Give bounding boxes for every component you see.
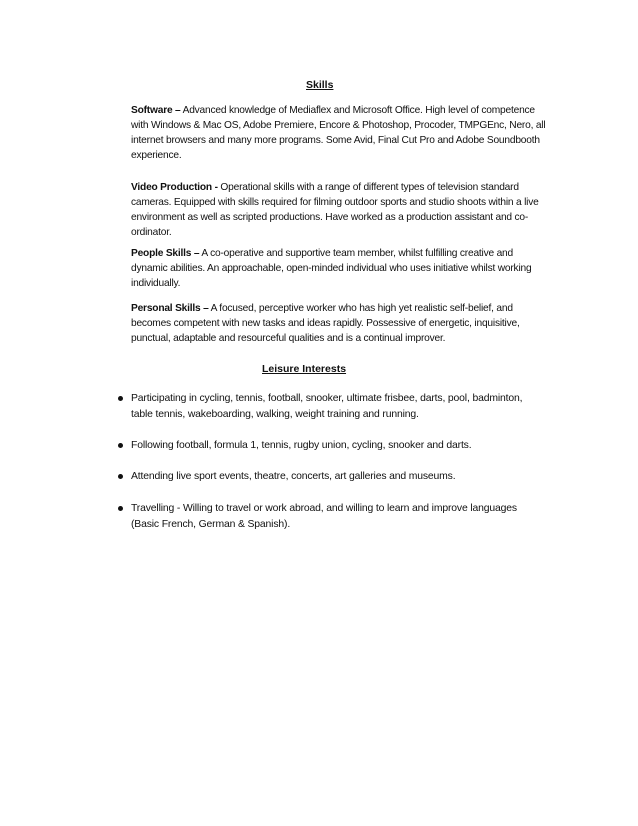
- leisure-heading: Leisure Interests: [262, 363, 347, 375]
- skill-software-lead: Software –: [131, 105, 181, 116]
- list-item: [131, 469, 541, 485]
- leisure-item-text: Following football, formula 1, tennis, rugby union, cycling, snooker and darts.: [131, 440, 472, 451]
- skill-video-production-lead: Video Production -: [131, 182, 218, 193]
- bullet-icon: [118, 443, 123, 448]
- leisure-item-text: Travelling - Willing to travel or work abroad, and willing to learn and improve languages (Basic French, German & Spanish).: [131, 503, 517, 530]
- bullet-icon: [118, 506, 123, 511]
- leisure-item-text: Attending live sport events, theatre, concerts, art galleries and museums.: [131, 471, 456, 482]
- list-item: [131, 438, 541, 454]
- skill-people-lead: People Skills –: [131, 248, 200, 259]
- list-item: [131, 391, 541, 422]
- skill-personal-lead: Personal Skills –: [131, 303, 209, 314]
- skill-people-text: A co-operative and supportive team member, whilst fulfilling creative and dynamic abilities. An approachable, open-minded individual who uses initiative whilst working individually.: [131, 248, 532, 289]
- skill-people: [131, 246, 549, 291]
- skill-video-production: [131, 180, 549, 240]
- skill-software: [131, 103, 549, 163]
- leisure-item-text: Participating in cycling, tennis, football, snooker, ultimate frisbee, darts, pool, badminton, table tennis, wakeboarding, walking, weight training and running.: [131, 393, 523, 420]
- skill-personal: [131, 301, 549, 346]
- skills-heading: Skills: [306, 79, 334, 91]
- bullet-icon: [118, 474, 123, 479]
- skill-software-text: Advanced knowledge of Mediaflex and Microsoft Office. High level of competence with Windows & Mac OS, Adobe Premiere, Encore & Photoshop, Procoder, TMPGEnc, Nero, all internet browsers and many more programs. Some Avid, Final Cut Pro and Adobe Soundbooth experience.: [131, 105, 546, 161]
- skill-personal-text: A focused, perceptive worker who has high yet realistic self-belief, and becomes competent with new tasks and ideas rapidly. Possessive of energetic, inquisitive, punctual, adaptable and resourceful qualities and is a continual improver.: [131, 303, 520, 344]
- list-item: [131, 501, 541, 532]
- bullet-icon: [118, 396, 123, 401]
- skill-video-production-text: Operational skills with a range of different types of television standard cameras. Equipped with skills required for filming outdoor sports and studio shoots within a live environment as well as scripted productions. Have worked as a production assistant and co-ordinator.: [131, 182, 539, 238]
